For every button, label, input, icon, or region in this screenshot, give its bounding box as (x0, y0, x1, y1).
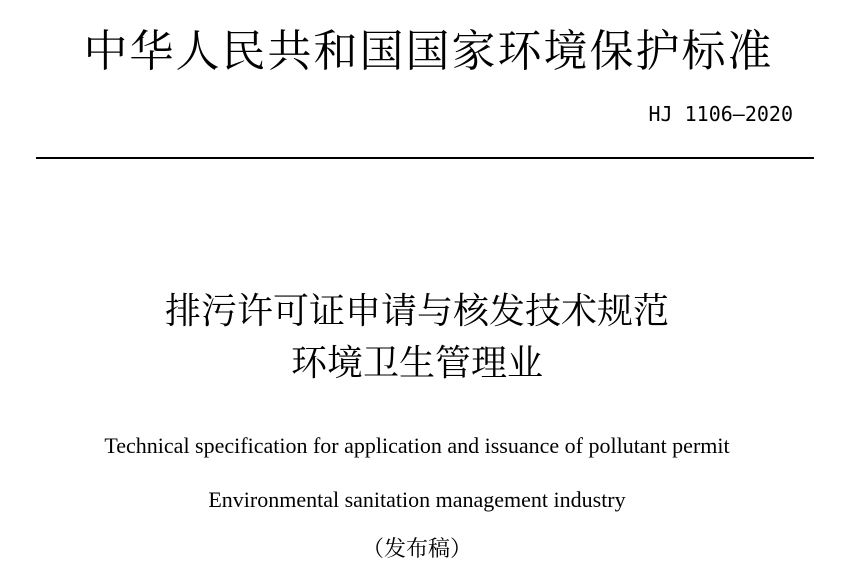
header-divider (36, 157, 814, 159)
standard-code: HJ 1106—2020 (648, 102, 793, 126)
english-title-line-1: Technical specification for application and issuance of pollutant permit (104, 433, 730, 458)
chinese-title-line-1: 排污许可证申请与核发技术规范 (164, 291, 669, 332)
chinese-title-line-2: 环境卫生管理业 (290, 343, 543, 384)
issuer-heading: 中华人民共和国国家环境保护标准 (83, 26, 774, 77)
release-status: （发布稿） (361, 537, 472, 562)
english-title-line-2: Environmental sanitation management industry (208, 487, 626, 512)
chinese-title (0, 286, 834, 390)
